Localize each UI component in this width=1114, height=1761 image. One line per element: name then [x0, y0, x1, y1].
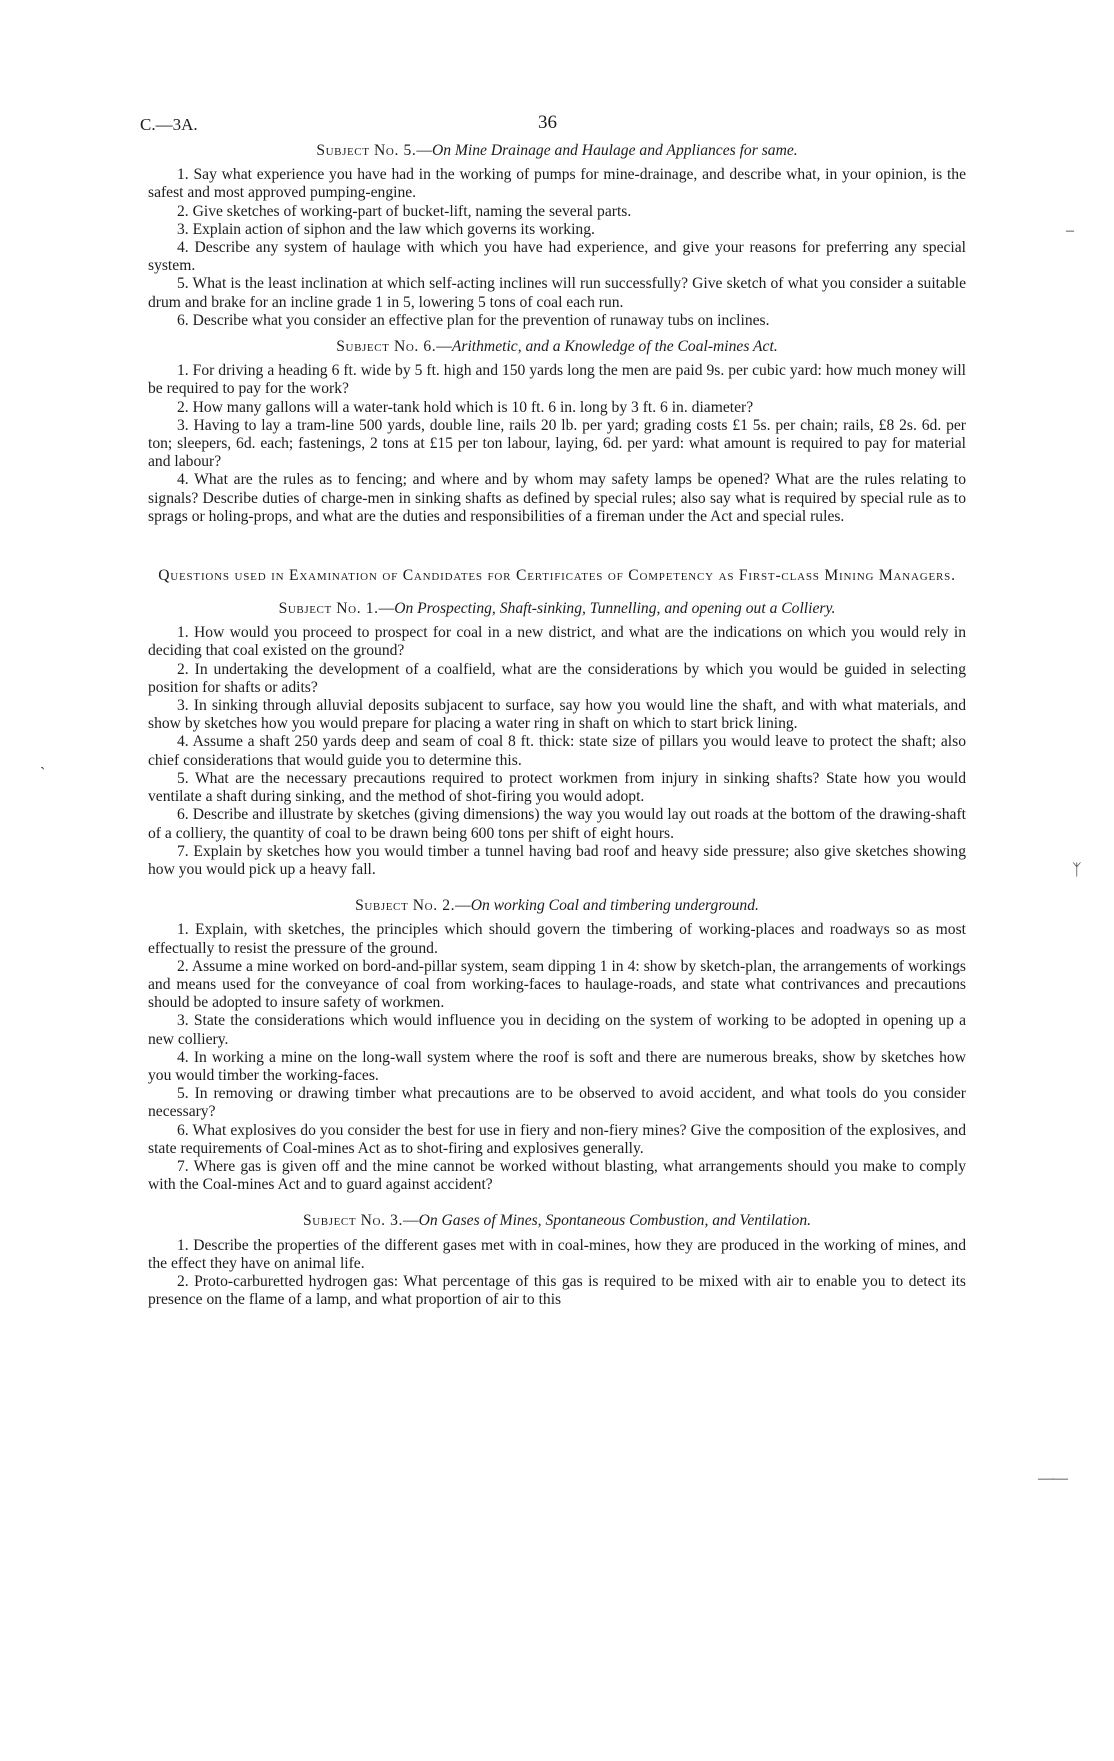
question: 1. For driving a heading 6 ft. wide by 5 ft. high and 150 yards long the men are paid 9s. per cubic yard: how much money will be required to pay for the work? [148, 362, 966, 398]
document-reference: C.—3A. [140, 115, 198, 134]
subject-title: Arithmetic, and a Knowledge of the Coal-mines Act. [451, 338, 778, 356]
subject-heading: Subject No. 3.—On Gases of Mines, Spontaneous Combustion, and Ventilation. [302, 1212, 812, 1230]
question: 5. In removing or drawing timber what precautions are to be observed to avoid accident, and what tools do you consider necessary? [148, 1085, 966, 1121]
question: 2. Proto-carburetted hydrogen gas: What percentage of this gas is required to be mixed with air to enable you to detect its presence on the flame of a lamp, and what proportion of air to this [148, 1272, 966, 1309]
subject-label: Subject No. 3. [302, 1212, 403, 1230]
subject-section [148, 338, 966, 526]
question: 4. What are the rules as to fencing; and where and by whom may safety lamps be opened? What are the rules relating to signals? Describe duties of charge-men in sinking shafts as defined by special rules; also say what is required by special rule as to sprags or holing-props, and what are the duties and responsibilities of a fireman under the Act and special rules. [148, 471, 966, 525]
page-content [140, 112, 966, 1309]
page-number: 36 [538, 112, 557, 133]
question: 4. Describe any system of haulage with which you have had experience, and give your reasons for preferring any special system. [148, 239, 966, 275]
question: 3. Explain action of siphon and the law which governs its working. [177, 220, 595, 238]
question: 1. Describe the properties of the different gases met with in coal-mines, how they are produced in the working of mines, and the effect they have on animal life. [148, 1236, 966, 1272]
subject-label: Subject No. 5. [316, 142, 417, 159]
question: 1. Say what experience you have had in the working of pumps for mine-drainage, and describe what, in your opinion, is the safest and most approved pumping-engine. [148, 166, 966, 202]
question: 3. State the considerations which would influence you in deciding on the system of working to be adopted in opening up a new colliery. [148, 1012, 966, 1048]
question: 2. How many gallons will a water-tank hold which is 10 ft. 6 in. long by 3 ft. 6 in. diameter? [177, 398, 754, 416]
subject-section [148, 897, 966, 1194]
question: 2. Give sketches of working-part of bucket-lift, naming the several parts. [177, 202, 632, 220]
margin-mark: ᛉ [1072, 862, 1082, 879]
subject-label: Subject No. 1. [278, 600, 379, 618]
question: 2. In undertaking the development of a coalfield, what are the considerations by which you would be guided in selecting position for shafts or adits? [148, 660, 966, 696]
subject-title: On Mine Drainage and Haulage and Appliances for same. [431, 142, 798, 159]
question: 2. Assume a mine worked on bord-and-pillar system, seam dipping 1 in 4: show by sketch-plan, the arrangements of workings and means used for the conveyance of coal from working-faces to haulage-roads, and state what contrivances and precautions should be adopted to insure safety of workmen. [148, 957, 966, 1012]
question: 1. Explain, with sketches, the principles which should govern the timbering of working-places and roadways so as most effectually to resist the pressure of the ground. [148, 921, 966, 957]
margin-mark: ` [40, 765, 46, 782]
subject-label: Subject No. 2. [355, 897, 456, 915]
question: 6. Describe and illustrate by sketches (giving dimensions) the way you would lay out roads at the bottom of the drawing-shaft of a colliery, the quantity of coal to be drawn being 600 tons per shift of eight hours. [148, 806, 966, 842]
question: 5. What is the least inclination at which self-acting inclines will run successfully? Give sketch of what you consider a suitable drum and brake for an incline grade 1 in 5, lowering 5 tons of coal each run. [148, 275, 966, 311]
question: 6. What explosives do you consider the best for use in fiery and non-fiery mines? Give the composition of the explosives, and state requirements of Coal-mines Act as to shot-firing and explosives generally. [148, 1121, 966, 1157]
page-header [140, 112, 966, 142]
subject-heading: Subject No. 1.—On Prospecting, Shaft-sinking, Tunnelling, and opening out a Colliery. [278, 600, 836, 618]
subject-section [148, 1212, 966, 1309]
subject-title: On Gases of Mines, Spontaneous Combustion, and Ventilation. [418, 1212, 812, 1230]
subject-heading: Subject No. 6.—Arithmetic, and a Knowledge of the Coal-mines Act. [336, 338, 778, 356]
question: 6. Describe what you consider an effective plan for the prevention of runaway tubs on inclines. [177, 311, 770, 329]
margin-mark: – [1066, 222, 1074, 239]
subject-label: Subject No. 6. [336, 338, 437, 356]
question: 5. What are the necessary precautions required to protect workmen from injury in sinking shafts? State how you would ventilate a shaft during sinking, and the method of shot-firing you would adopt. [148, 769, 966, 806]
margin-mark: —— [1038, 1470, 1066, 1487]
section-heading: Questions used in Examination of Candidates for Certificates of Competency as First-class Mining Managers. [158, 567, 956, 585]
subject-heading: Subject No. 5.—On Mine Drainage and Haulage and Appliances for same. [316, 142, 798, 159]
question: 1. How would you proceed to prospect for coal in a new district, and what are the indications on which you would rely in deciding that coal existed on the ground? [148, 624, 966, 660]
question: 3. In sinking through alluvial deposits subjacent to surface, say how you would line the shaft, and with what materials, and show by sketches how you would prepare for placing a water ring in shaft on which to start brick lining. [148, 697, 966, 733]
subject-section [148, 600, 966, 879]
subject-title: On Prospecting, Shaft-sinking, Tunnelling, and opening out a Colliery. [394, 600, 836, 618]
question: 4. Assume a shaft 250 yards deep and seam of coal 8 ft. thick: state size of pillars you would leave to protect the shaft; also chief considerations that would guide you to determine this. [148, 733, 966, 769]
question: 3. Having to lay a tram-line 500 yards, double line, rails 20 lb. per yard; grading costs £1 5s. per chain; rails, £8 2s. 6d. per ton; sleepers, 6d. each; fastenings, 2 tons at £15 per ton labour, laying, 6d. per yard: what amount is required to pay for material and labour? [148, 416, 966, 471]
question: 4. In working a mine on the long-wall system where the roof is soft and there are numerous breaks, show by sketches how you would timber the working-faces. [148, 1048, 966, 1084]
question: 7. Explain by sketches how you would timber a tunnel having bad roof and heavy side pressure; also give sketches showing how you would pick up a heavy fall. [148, 842, 966, 878]
subject-heading: Subject No. 2.—On working Coal and timbering underground. [355, 897, 759, 915]
subject-title: On working Coal and timbering underground. [470, 897, 759, 915]
question: 7. Where gas is given off and the mine cannot be worked without blasting, what arrangements should you make to comply with the Coal-mines Act and to guard against accident? [148, 1157, 966, 1194]
subject-section [148, 142, 966, 330]
